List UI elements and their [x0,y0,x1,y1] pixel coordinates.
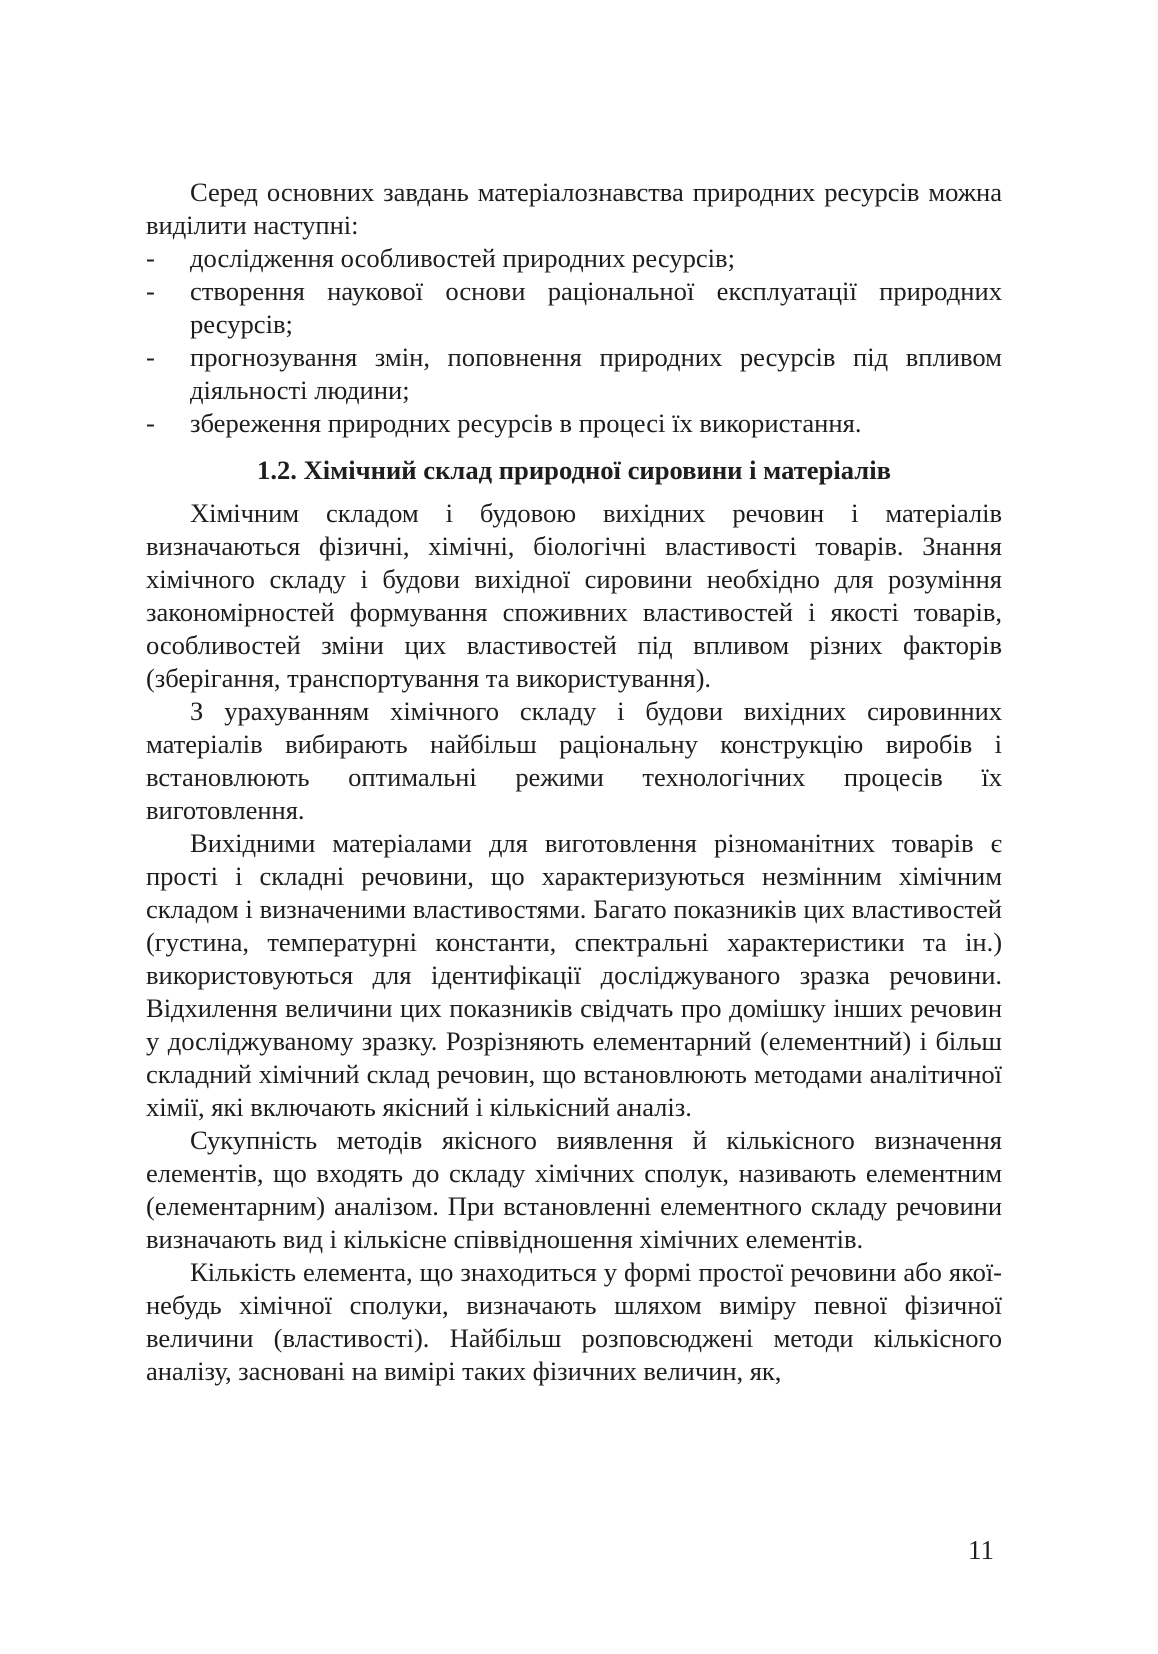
page-body [146,176,1002,1388]
body-paragraph: З урахуванням хімічного складу і будови вихідних сировинних матеріалів вибирають найбільш раціональну конструкцію виробів і встановлюють оптимальні режими технологічних процесів їх виготовлення. [146,696,1002,825]
section-heading: 1.2. Хімічний склад природної сировини і матеріалів [257,455,891,485]
list-item [146,407,1002,440]
dash-marker: - [146,408,155,438]
body-paragraph: Кількість елемента, що знаходиться у формі простої речовини або якої-небудь хімічної сполуки, визначають шляхом виміру певної фізичної величини (властивості). Найбільш розповсюджені методи кількісного аналізу, засновані на вимірі таких фізичних величин, як, [146,1257,1002,1386]
list-item [146,242,1002,275]
dash-marker: - [146,276,155,306]
list-item-text: збереження природних ресурсів в процесі їх використання. [190,408,862,438]
body-paragraph: Сукупність методів якісного виявлення й кількісного визначення елементів, що входять до складу хімічних сполук, називають елементним (елементарним) аналізом. При встановленні елементного складу речовини визначають вид і кількісне співвідношення хімічних елементів. [146,1125,1002,1254]
task-list [146,242,1002,440]
list-item-text: створення наукової основи раціональної експлуатації природних ресурсів; [190,276,1002,339]
body-paragraph: Хімічним складом і будовою вихідних речовин і матеріалів визначаються фізичні, хімічні, біологічні властивості товарів. Знання хімічного складу і будови вихідної сировини необхідно для розуміння закономірностей формування споживних властивостей і якості товарів, особливостей зміни цих властивостей під впливом різних факторів (зберігання, транспортування та використування). [146,498,1002,693]
list-item [146,275,1002,341]
page-number: 11 [968,1535,994,1565]
list-item [146,341,1002,407]
list-item-text: дослідження особливостей природних ресурсів; [190,243,736,273]
body-paragraph: Вихідними матеріалами для виготовлення різноманітних товарів є прості і складні речовини, що характеризуються незмінним хімічним складом і визначеними властивостями. Багато показників цих властивостей (густина, температурні константи, спектральні характеристики та ін.) використовуються для ідентифікації досліджуваного зразка речовини. Відхилення величини цих показників свідчать про домішку інших речовин у досліджуваному зразку. Розрізняють елементарний (елементний) і більш складний хімічний склад речовин, що встановлюють методами аналітичної хімії, які включають якісний і кількісний аналіз. [146,828,1002,1122]
dash-marker: - [146,342,155,372]
intro-paragraph: Серед основних завдань матеріалознавства природних ресурсів можна виділити наступні: [146,177,1002,240]
list-item-text: прогнозування змін, поповнення природних ресурсів під впливом діяльності людини; [190,342,1002,405]
dash-marker: - [146,243,155,273]
